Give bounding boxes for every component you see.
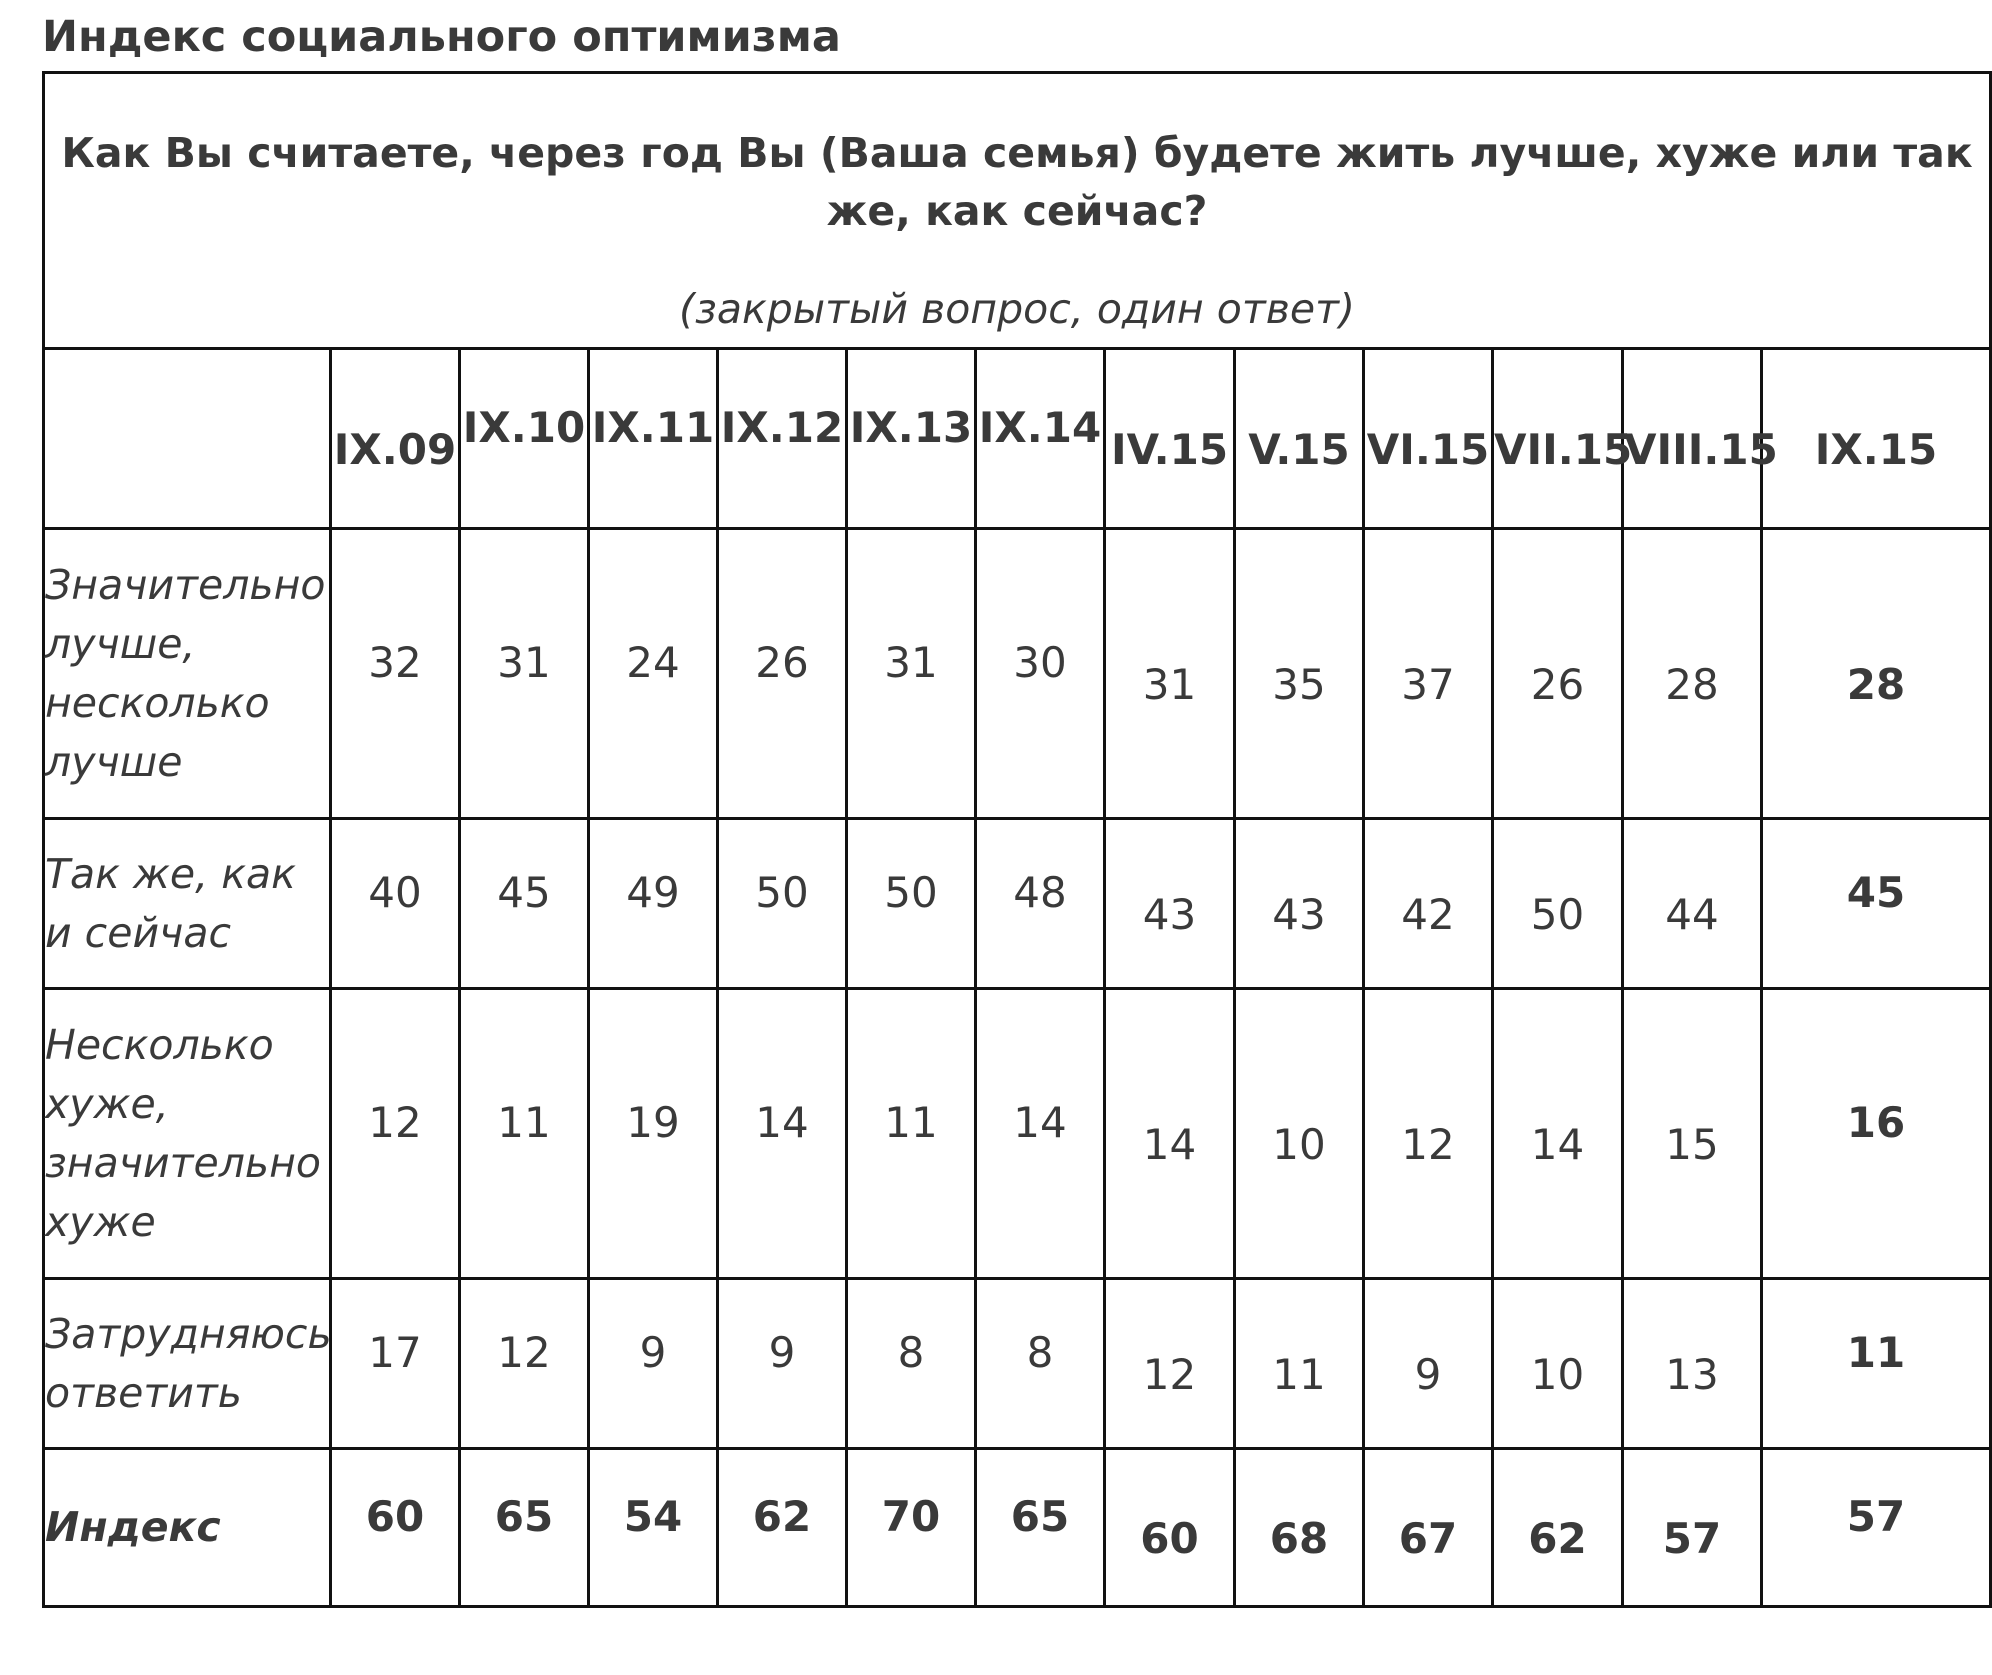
table-cell: 14	[1493, 989, 1623, 1279]
table-cell: 50	[847, 819, 976, 989]
table-cell: 12	[460, 1279, 589, 1449]
table-cell: 43	[1235, 819, 1364, 989]
table-cell: 31	[847, 529, 976, 819]
column-header: IX.09	[331, 349, 460, 529]
table-cell: 60	[1105, 1449, 1235, 1607]
table-cell: 68	[1235, 1449, 1364, 1607]
table-cell: 42	[1364, 819, 1493, 989]
table-cell: 14	[718, 989, 847, 1279]
table-cell: 50	[1493, 819, 1623, 989]
question-cell	[44, 73, 1991, 349]
column-header: IX.11	[589, 349, 718, 529]
table-cell: 50	[718, 819, 847, 989]
table-cell: 67	[1364, 1449, 1493, 1607]
row-label: Затрудняюсь ответить	[44, 1279, 331, 1449]
table-cell: 12	[1364, 989, 1493, 1279]
table-cell: 24	[589, 529, 718, 819]
table-cell: 44	[1623, 819, 1762, 989]
column-header: IX.15	[1762, 349, 1991, 529]
question-note: (закрытый вопрос, один ответ)	[679, 285, 1355, 333]
table-cell: 26	[1493, 529, 1623, 819]
table-cell: 32	[331, 529, 460, 819]
table-cell: 11	[1762, 1279, 1991, 1449]
column-header: VII.15	[1493, 349, 1623, 529]
table-row	[44, 1449, 1991, 1607]
table-cell: 43	[1105, 819, 1235, 989]
table-cell: 45	[460, 819, 589, 989]
table-cell: 62	[1493, 1449, 1623, 1607]
table-cell: 9	[1364, 1279, 1493, 1449]
table-row	[44, 989, 1991, 1279]
table-cell: 28	[1762, 529, 1991, 819]
table-cell: 54	[589, 1449, 718, 1607]
table-cell: 12	[1105, 1279, 1235, 1449]
table-cell: 8	[976, 1279, 1105, 1449]
table-cell: 62	[718, 1449, 847, 1607]
table-cell: 49	[589, 819, 718, 989]
column-header: VI.15	[1364, 349, 1493, 529]
header-row	[44, 349, 1991, 529]
table-cell: 12	[331, 989, 460, 1279]
table-cell: 65	[976, 1449, 1105, 1607]
column-header: V.15	[1235, 349, 1364, 529]
table-cell: 13	[1623, 1279, 1762, 1449]
column-header: IV.15	[1105, 349, 1235, 529]
column-header: VIII.15	[1623, 349, 1762, 529]
table-cell: 57	[1623, 1449, 1762, 1607]
table-row	[44, 529, 1991, 819]
table-cell: 17	[331, 1279, 460, 1449]
column-header: IX.14	[976, 349, 1105, 529]
table-cell: 11	[1235, 1279, 1364, 1449]
table-cell: 40	[331, 819, 460, 989]
row-label: Индекс	[44, 1449, 331, 1607]
table-cell: 9	[589, 1279, 718, 1449]
column-header: IX.13	[847, 349, 976, 529]
table-cell: 57	[1762, 1449, 1991, 1607]
table-cell: 8	[847, 1279, 976, 1449]
table-cell: 60	[331, 1449, 460, 1607]
question-text: Как Вы считаете, через год Вы (Ваша семья) будете жить лучше, хуже или так же, как сейчас?	[61, 129, 1973, 235]
header-corner	[44, 349, 331, 529]
column-header: IX.12	[718, 349, 847, 529]
column-header: IX.10	[460, 349, 589, 529]
row-label: Так же, как и сейчас	[44, 819, 331, 989]
table-cell: 45	[1762, 819, 1991, 989]
table-cell: 35	[1235, 529, 1364, 819]
table-cell: 70	[847, 1449, 976, 1607]
survey-table	[42, 71, 1992, 1608]
table-cell: 10	[1235, 989, 1364, 1279]
table-row	[44, 819, 1991, 989]
table-cell: 16	[1762, 989, 1991, 1279]
table-cell: 31	[1105, 529, 1235, 819]
page-title: Индекс социального оптимизма	[42, 12, 841, 62]
table-cell: 28	[1623, 529, 1762, 819]
table-cell: 31	[460, 529, 589, 819]
table-cell: 30	[976, 529, 1105, 819]
table-cell: 15	[1623, 989, 1762, 1279]
table-cell: 48	[976, 819, 1105, 989]
table-cell: 26	[718, 529, 847, 819]
table-cell: 65	[460, 1449, 589, 1607]
table-row	[44, 1279, 1991, 1449]
table-cell: 14	[1105, 989, 1235, 1279]
table-cell: 9	[718, 1279, 847, 1449]
table-cell: 11	[460, 989, 589, 1279]
table-cell: 10	[1493, 1279, 1623, 1449]
table-cell: 19	[589, 989, 718, 1279]
row-label: Значительно лучше, несколько лучше	[44, 529, 331, 819]
table-cell: 11	[847, 989, 976, 1279]
table-cell: 14	[976, 989, 1105, 1279]
question-row	[44, 73, 1991, 349]
row-label: Несколько хуже, значительно хуже	[44, 989, 331, 1279]
table-cell: 37	[1364, 529, 1493, 819]
